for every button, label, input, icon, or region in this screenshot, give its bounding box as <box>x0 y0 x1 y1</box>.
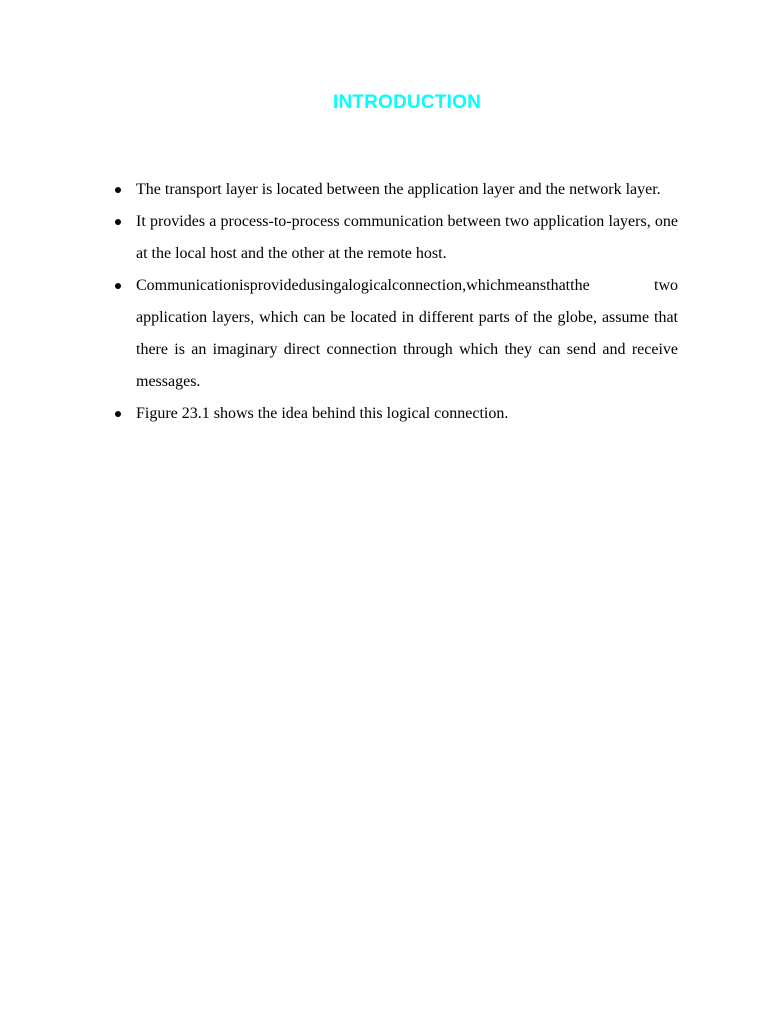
bullet-text: It provides a process-to-process communication between two application layers, one at the local host and the other at the remote host. <box>136 213 678 262</box>
bullet-dot-icon <box>115 219 121 225</box>
bullet-dot-icon <box>115 411 121 417</box>
bullet-item-process-to-process <box>110 206 678 270</box>
bullet-item-logical-connection <box>110 270 678 398</box>
page-title: INTRODUCTION <box>332 92 482 113</box>
bullet-dot-icon <box>115 283 121 289</box>
bullet-item-transport-layer <box>110 174 678 206</box>
bullet-text: The transport layer is located between the application layer and the network layer. <box>136 181 661 198</box>
bullet-text: Figure 23.1 shows the idea behind this logical connection. <box>136 405 509 422</box>
bullet-text: Communicationisprovidedusingalogicalconnection,whichmeansthatthe two application layers, which can be located in different parts of the globe, assume that there is an imaginary direct connection through which they can send and receive messages. <box>136 277 678 390</box>
bullet-dot-icon <box>115 187 121 193</box>
bullet-item-figure-reference <box>110 398 678 430</box>
bullet-list <box>110 174 678 430</box>
